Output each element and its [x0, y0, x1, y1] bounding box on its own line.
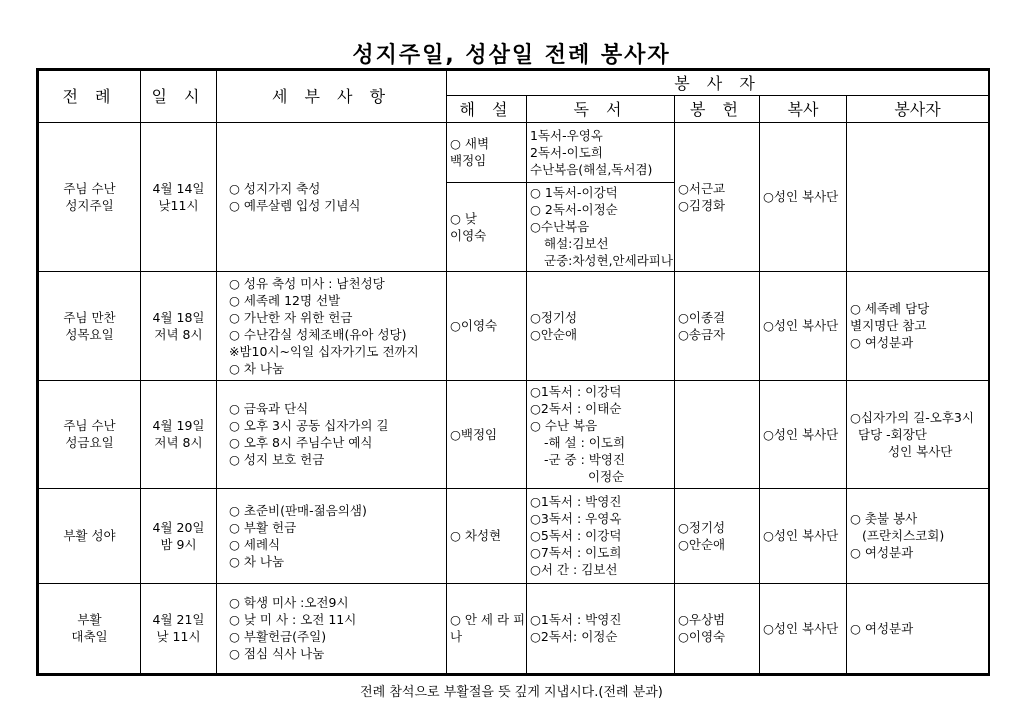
reading-cell-line: -군 중 : 박영진	[544, 452, 626, 468]
liturgy-cell	[39, 583, 141, 673]
liturgy-cell	[39, 271, 141, 380]
reading-cell-line: 이정순	[588, 469, 625, 485]
reading-cell-line: ○2독서: 이정순	[530, 629, 618, 645]
datetime-cell	[141, 380, 217, 489]
reading-cell-line: ○1독서 : 박영진	[530, 494, 622, 510]
header-servers: 봉 사 자	[447, 71, 989, 96]
reading-cell-line: 2독서-이도희	[530, 144, 603, 160]
offering-cell	[675, 489, 760, 583]
volunteers-cell-line: ○ 세족례 담당	[850, 301, 930, 317]
reading-cell-line: ○ 2독서-이정순	[530, 202, 618, 218]
commentary-cell-line: ○ 새벽	[450, 136, 490, 152]
volunteers-cell	[847, 489, 989, 583]
details-cell-line: ○ 가난한 자 위한 헌금	[229, 309, 353, 325]
altar-cell: ○성인 복사단	[760, 380, 847, 489]
datetime-cell-line: 밤 9시	[160, 536, 197, 552]
details-cell-line: ○ 세례식	[229, 536, 281, 552]
reading-cell	[527, 583, 675, 673]
header-reading: 독 서	[527, 96, 675, 123]
offering-cell	[675, 583, 760, 673]
reading-cell-line: ○수난복음	[530, 219, 590, 235]
commentary-cell	[447, 123, 527, 183]
commentary-cell-line: ○ 낮	[450, 210, 477, 226]
table-row	[39, 583, 989, 673]
liturgy-cell-line: 성금요일	[65, 435, 114, 451]
offering-cell-line: ○서근교	[678, 180, 726, 196]
details-cell-line: ○ 부활 헌금	[229, 519, 297, 535]
reading-cell	[527, 271, 675, 380]
reading-cell-line: ○1독서 : 이강덕	[530, 384, 622, 400]
offering-cell-line: ○안순애	[678, 536, 726, 552]
liturgy-cell-line: 주님 수난	[63, 418, 116, 434]
offering-cell	[675, 123, 760, 272]
table-row	[39, 123, 989, 183]
commentary-cell	[447, 583, 527, 673]
datetime-cell-line: 4월 14일	[152, 180, 205, 196]
datetime-cell-line: 4월 19일	[152, 418, 205, 434]
details-cell-line: ○ 성지 보호 헌금	[229, 452, 325, 468]
page-title: 성지주일, 성삼일 전례 봉사자	[352, 43, 671, 68]
datetime-cell-line: 낮 11시	[156, 629, 201, 645]
details-cell	[217, 380, 447, 489]
datetime-cell	[141, 583, 217, 673]
altar-cell: ○성인 복사단	[760, 123, 847, 272]
offering-cell-line: ○이영숙	[678, 629, 726, 645]
details-cell-line: ○ 세족례 12명 선발	[229, 292, 341, 308]
datetime-cell	[141, 489, 217, 583]
reading-cell-line: ○ 수난 복음	[530, 418, 598, 434]
reading-cell-line: 수난복음(해설,독서겸)	[530, 161, 653, 177]
datetime-cell-line: 저녁 8시	[154, 435, 203, 451]
reading-cell-line: -해 설 : 이도희	[544, 435, 626, 451]
commentary-cell	[447, 380, 527, 489]
reading-cell-line: ○3독서 : 우영옥	[530, 511, 622, 527]
volunteers-cell	[847, 380, 989, 489]
volunteers-cell-line: ○ 여성분과	[850, 620, 914, 636]
reading-cell-line: ○2독서 : 이태순	[530, 401, 622, 417]
datetime-cell-line: 4월 21일	[152, 612, 205, 628]
reading-cell-line: ○서 간 : 김보선	[530, 562, 618, 578]
header-datetime: 일 시	[141, 71, 217, 123]
commentary-cell-line: ○ 안 세 라 피	[450, 612, 526, 628]
reading-cell	[527, 123, 675, 183]
liturgy-cell-line: 대축일	[71, 629, 108, 645]
datetime-cell-line: 저녁 8시	[154, 326, 203, 342]
reading-cell-line: 해설:김보선	[544, 236, 609, 252]
details-cell	[217, 583, 447, 673]
volunteers-cell-line: 담당 -회장단	[858, 426, 927, 442]
reading-cell-line: ○ 1독서-이강덕	[530, 185, 618, 201]
reading-cell-line: ○7독서 : 이도희	[530, 545, 622, 561]
commentary-cell-line: ○ 차성현	[450, 528, 502, 544]
offering-cell-line: ○이종걸	[678, 309, 726, 325]
volunteers-cell-line: ○십자가의 길-오후3시	[850, 409, 974, 425]
commentary-cell	[447, 489, 527, 583]
volunteers-cell-line: ○ 촛불 봉사	[850, 511, 918, 527]
liturgy-cell	[39, 380, 141, 489]
reading-cell-line: 1독서-우영옥	[530, 127, 603, 143]
table-row	[39, 271, 989, 380]
header-offering: 봉 헌	[675, 96, 760, 123]
details-cell-line: ○ 예루살렘 입성 기념식	[229, 197, 361, 213]
details-cell	[217, 271, 447, 380]
header-volunteers: 봉사자	[847, 96, 989, 123]
footer-note: 전례 참석으로 부활절을 뜻 깊게 지냅시다.(전례 분과)	[360, 685, 663, 700]
commentary-cell-line: ○백정임	[450, 426, 498, 442]
details-cell-line: ○ 낮 미 사 : 오전 11시	[229, 612, 357, 628]
details-cell-line: ※밤10시~익일 십자가기도 전까지	[229, 343, 419, 359]
offering-cell-line: ○우상범	[678, 612, 726, 628]
reading-cell-line: ○5독서 : 이강덕	[530, 528, 622, 544]
header-liturgy: 전 례	[39, 71, 141, 123]
datetime-cell-line: 4월 20일	[152, 519, 205, 535]
commentary-cell-line: 이영숙	[450, 227, 487, 243]
details-cell-line: ○ 성지가지 축성	[229, 180, 321, 196]
altar-cell: ○성인 복사단	[760, 489, 847, 583]
commentary-cell-line: 백정임	[450, 153, 487, 169]
offering-cell-line: ○정기성	[678, 519, 726, 535]
volunteers-cell	[847, 271, 989, 380]
liturgy-cell-line: 성지주일	[65, 197, 114, 213]
liturgy-cell	[39, 123, 141, 272]
altar-cell: ○성인 복사단	[760, 271, 847, 380]
header-details: 세 부 사 항	[217, 71, 447, 123]
liturgy-cell	[39, 489, 141, 583]
offering-cell	[675, 271, 760, 380]
header-altar: 복사	[760, 96, 847, 123]
commentary-cell	[447, 271, 527, 380]
volunteers-cell-line: ○ 여성분과	[850, 335, 914, 351]
volunteers-cell-line: 성인 복사단	[888, 443, 953, 459]
details-cell-line: ○ 금육과 단식	[229, 401, 309, 417]
table-row	[39, 489, 989, 583]
reading-cell	[527, 182, 675, 271]
reading-cell-line: ○정기성	[530, 309, 578, 325]
datetime-cell	[141, 123, 217, 272]
commentary-cell	[447, 182, 527, 271]
reading-cell	[527, 380, 675, 489]
reading-cell-line: ○안순애	[530, 326, 578, 342]
reading-cell-line: 군중:차성현,안세라피나	[544, 253, 673, 269]
commentary-cell-line: ○이영숙	[450, 318, 498, 334]
commentary-cell-line: 나	[450, 629, 463, 645]
liturgy-cell-line: 주님 수난	[63, 180, 116, 196]
offering-cell	[675, 380, 760, 489]
datetime-cell-line: 낮11시	[158, 197, 199, 213]
table-row	[39, 380, 989, 489]
details-cell-line: ○ 차 나눔	[229, 360, 285, 376]
reading-cell-line: ○1독서 : 박영진	[530, 612, 622, 628]
datetime-cell-line: 4월 18일	[152, 309, 205, 325]
details-cell-line: ○ 학생 미사 :오전9시	[229, 595, 349, 611]
liturgy-cell-line: 성목요일	[65, 326, 114, 342]
reading-cell	[527, 489, 675, 583]
offering-cell-line: ○송금자	[678, 326, 726, 342]
altar-cell: ○성인 복사단	[760, 583, 847, 673]
liturgy-cell-line: 부활 성야	[63, 528, 116, 544]
volunteers-cell-line: ○ 여성분과	[850, 545, 914, 561]
volunteers-cell-line: 별지명단 참고	[850, 318, 927, 334]
details-cell-line: ○ 수난감실 성체조배(유아 성당)	[229, 326, 407, 342]
volunteers-cell-line: (프란치스코회)	[862, 528, 945, 544]
header-commentary: 해 설	[447, 96, 527, 123]
volunteers-cell	[847, 583, 989, 673]
details-cell	[217, 489, 447, 583]
volunteers-cell	[847, 123, 989, 272]
schedule-table	[38, 70, 989, 674]
details-cell-line: ○ 초준비(판매-젊음의샘)	[229, 502, 367, 518]
details-cell-line: ○ 성유 축성 미사 : 남천성당	[229, 275, 385, 291]
offering-cell-line: ○김경화	[678, 197, 726, 213]
liturgy-cell-line: 주님 만찬	[63, 309, 116, 325]
details-cell-line: ○ 부활헌금(주일)	[229, 629, 327, 645]
details-cell-line: ○ 차 나눔	[229, 553, 285, 569]
details-cell-line: ○ 오후 8시 주님수난 예식	[229, 435, 373, 451]
details-cell	[217, 123, 447, 272]
datetime-cell	[141, 271, 217, 380]
liturgy-cell-line: 부활	[77, 612, 102, 628]
details-cell-line: ○ 오후 3시 공동 십자가의 길	[229, 418, 389, 434]
details-cell-line: ○ 점심 식사 나눔	[229, 646, 325, 662]
